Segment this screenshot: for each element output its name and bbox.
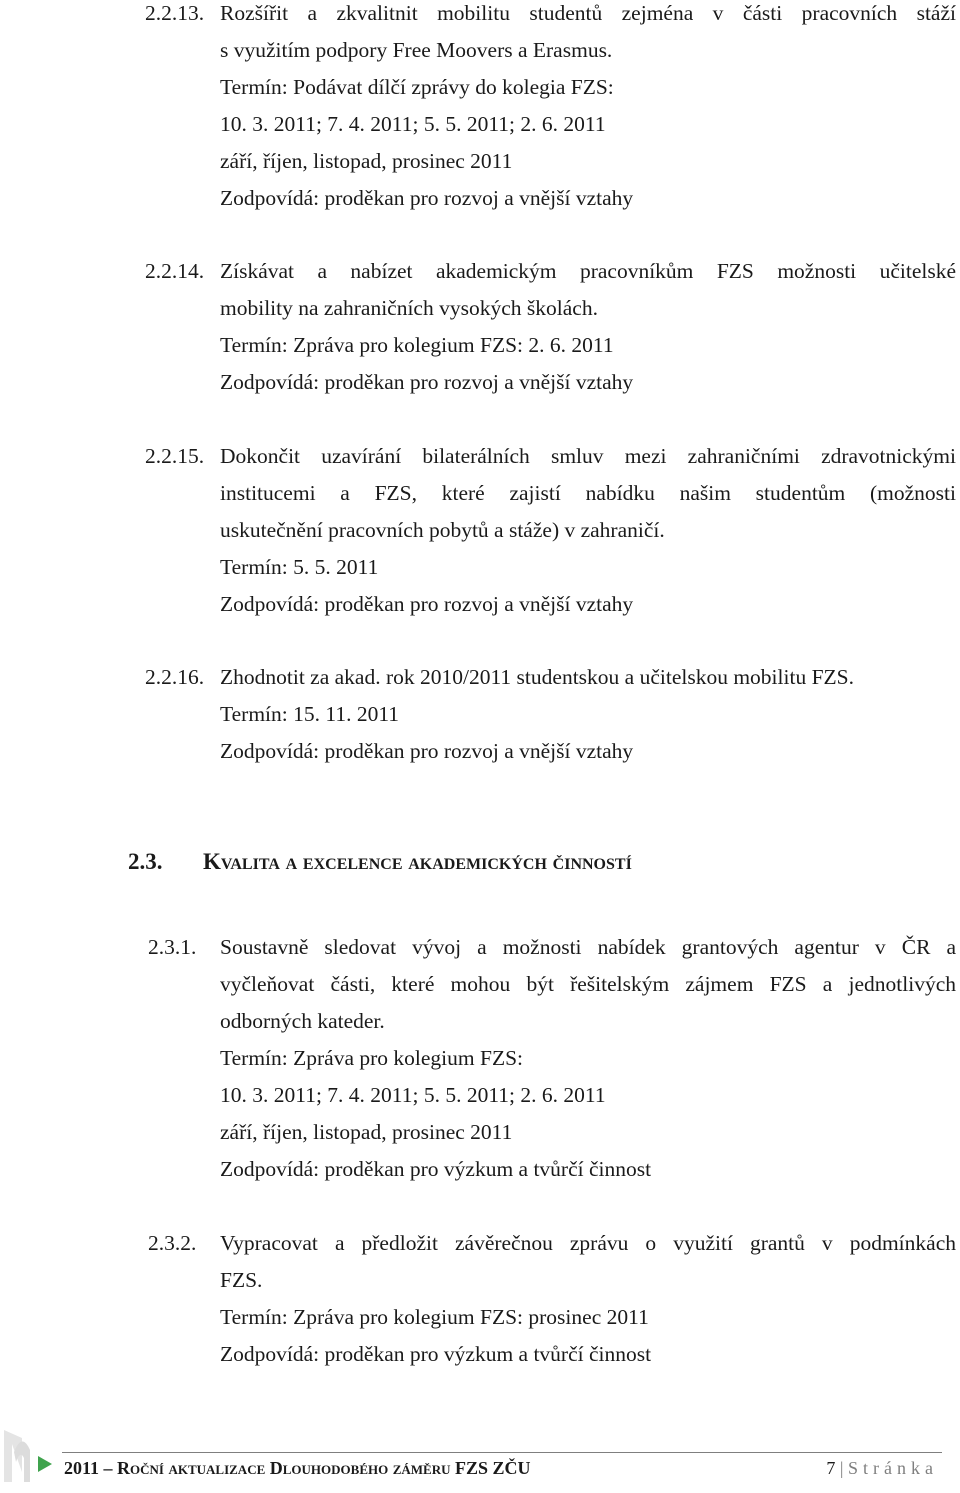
item-text-line: odborných kateder.: [220, 1009, 385, 1033]
university-logo-icon: [0, 1422, 60, 1488]
item-text-line: Soustavně sledovat vývoj a možnosti nabídek grantových agentur v ČR a: [220, 935, 956, 959]
footer-title: 2011 – Roční aktualizace Dlouhodobého záměru FZS ZČU: [64, 1458, 531, 1478]
deadline-dates: 10. 3. 2011; 7. 4. 2011; 5. 5. 2011; 2. 6. 2011: [220, 112, 606, 136]
responsible: Zodpovídá: proděkan pro rozvoj a vnější vztahy: [220, 592, 634, 616]
item-number: 2.2.16.: [145, 665, 205, 689]
deadline-months: září, říjen, listopad, prosinec 2011: [220, 149, 513, 173]
item-text-line: mobility na zahraničních vysokých školách.: [220, 296, 598, 320]
item-number: 2.3.2.: [148, 1231, 197, 1255]
responsible: Zodpovídá: proděkan pro rozvoj a vnější vztahy: [220, 739, 634, 763]
item-text-line: vyčleňovat části, které mohou být řešitelským zájmem FZS a jednotlivých: [220, 972, 956, 996]
deadline-dates: 10. 3. 2011; 7. 4. 2011; 5. 5. 2011; 2. 6. 2011: [220, 1083, 606, 1107]
deadline: Termín: Zpráva pro kolegium FZS: prosinec 2011: [220, 1305, 649, 1329]
item-number: 2.2.15.: [145, 444, 205, 468]
item-text-line: s využitím podpory Free Moovers a Erasmus.: [220, 38, 613, 62]
section-title: Kvalita a excelence akademických činností: [203, 849, 632, 874]
section-number: 2.3.: [128, 849, 163, 874]
item-text-line: Rozšířit a zkvalitnit mobilitu studentů zejména v části pracovních stáží: [220, 1, 956, 25]
responsible: Zodpovídá: proděkan pro výzkum a tvůrčí činnost: [220, 1157, 652, 1181]
deadline: Termín: 15. 11. 2011: [220, 702, 400, 726]
page-number: 7: [826, 1458, 836, 1478]
item-text-line: Vypracovat a předložit závěrečnou zprávu o využití grantů v podmínkách: [220, 1231, 956, 1255]
deadline: Termín: Zpráva pro kolegium FZS: 2. 6. 2011: [220, 333, 614, 357]
item-number: 2.2.13.: [145, 1, 205, 25]
footer-separator: |: [839, 1458, 844, 1478]
item-text-line: FZS.: [220, 1268, 263, 1292]
deadline-label: Termín: Podávat dílčí zprávy do kolegia FZS:: [220, 75, 614, 99]
footer-page-indicator: [826, 1457, 938, 1479]
footer-divider: [62, 1452, 942, 1453]
item-number: 2.2.14.: [145, 259, 205, 283]
item-text-line: Zhodnotit za akad. rok 2010/2011 studentskou a učitelskou mobilitu FZS.: [220, 665, 854, 689]
item-number: 2.3.1.: [148, 935, 197, 959]
deadline: Termín: 5. 5. 2011: [220, 555, 379, 579]
item-text-line: Získávat a nabízet akademickým pracovníkům FZS možnosti učitelské: [220, 259, 956, 283]
deadline-months: září, říjen, listopad, prosinec 2011: [220, 1120, 513, 1144]
responsible: Zodpovídá: proděkan pro rozvoj a vnější vztahy: [220, 186, 634, 210]
deadline-label: Termín: Zpráva pro kolegium FZS:: [220, 1046, 524, 1070]
responsible: Zodpovídá: proděkan pro rozvoj a vnější vztahy: [220, 370, 634, 394]
item-text-line: uskutečnění pracovních pobytů a stáže) v zahraničí.: [220, 518, 665, 542]
item-text-line: Dokončit uzavírání bilaterálních smluv mezi zahraničními zdravotnickými: [220, 444, 956, 468]
page-word: Stránka: [848, 1458, 938, 1478]
responsible: Zodpovídá: proděkan pro výzkum a tvůrčí činnost: [220, 1342, 652, 1366]
item-text-line: institucemi a FZS, které zajistí nabídku našim studentům (možnosti: [220, 481, 956, 505]
